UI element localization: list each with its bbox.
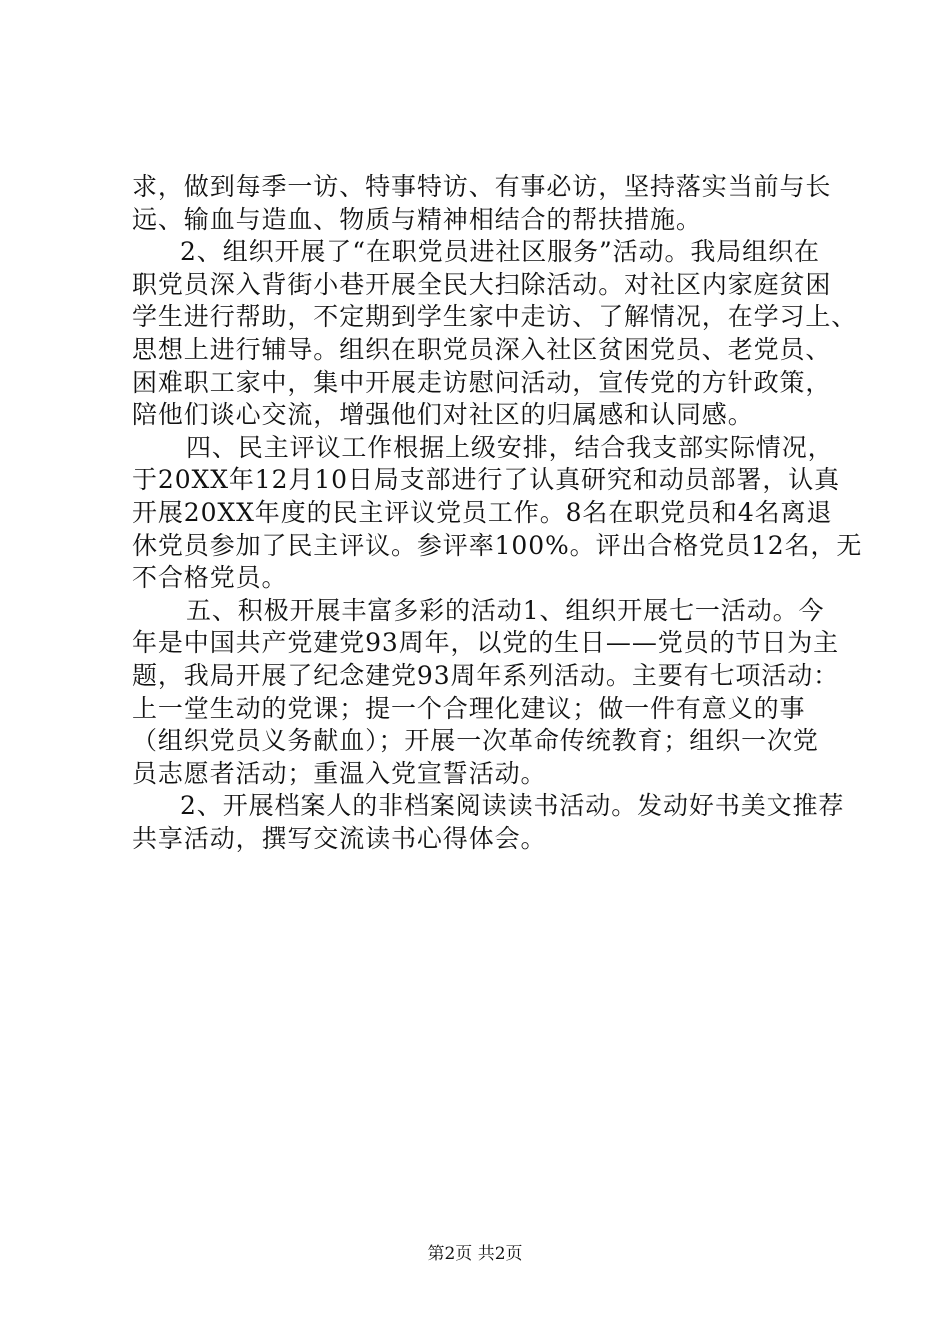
text-line: 2、开展档案人的非档案阅读读书活动。发动好书美文推荐 [180, 791, 845, 821]
text-line: 题，我局开展了纪念建党93周年系列活动。主要有七项活动： [132, 660, 840, 690]
text-line: 思想上进行辅导。组织在职党员深入社区贫困党员、老党员、 [132, 334, 832, 364]
page-number-footer: 第2页 共2页 [427, 1244, 523, 1264]
text-line: 年是中国共产党建党93周年，以党的生日——党员的节日为主 [132, 628, 840, 658]
text-line: （组织党员义务献血）；开展一次革命传统教育；组织一次党 [132, 726, 819, 756]
text-line: 开展20XX年度的民主评议党员工作。8名在职党员和4名离退 [132, 497, 833, 527]
text-line: 于20XX年12月10日局支部进行了认真研究和动员部署，认真 [132, 465, 841, 495]
text-line: 休党员参加了民主评议。参评率100%。评出合格党员12名，无 [132, 530, 863, 560]
text-line: 学生进行帮助，不定期到学生家中走访、了解情况，在学习上、 [132, 302, 858, 332]
text-line: 2、组织开展了“在职党员进社区服务”活动。我局组织在 [180, 237, 820, 267]
text-line: 求，做到每季一访、特事特访、有事必访，坚持落实当前与长 [132, 172, 832, 201]
text-line: 不合格党员。 [132, 563, 288, 593]
text-line: 五、积极开展丰富多彩的活动1、组织开展七一活动。今 [186, 595, 825, 625]
text-line: 共享活动，撰写交流读书心得体会。 [132, 823, 547, 853]
text-line: 上一堂生动的党课；提一个合理化建议；做一件有意义的事 [132, 693, 806, 723]
text-line: 职党员深入背街小巷开展全民大扫除活动。对社区内家庭贫困 [132, 269, 832, 299]
text-line: 远、输血与造血、物质与精神相结合的帮扶措施。 [132, 204, 702, 234]
text-line: 四、民主评议工作根据上级安排，结合我支部实际情况， [186, 432, 834, 462]
document-body [132, 171, 863, 855]
text-line: 员志愿者活动；重温入党宣誓活动。 [132, 758, 547, 788]
text-line: 陪他们谈心交流，增强他们对社区的归属感和认同感。 [132, 400, 754, 430]
text-line: 困难职工家中，集中开展走访慰问活动，宣传党的方针政策， [132, 367, 832, 397]
